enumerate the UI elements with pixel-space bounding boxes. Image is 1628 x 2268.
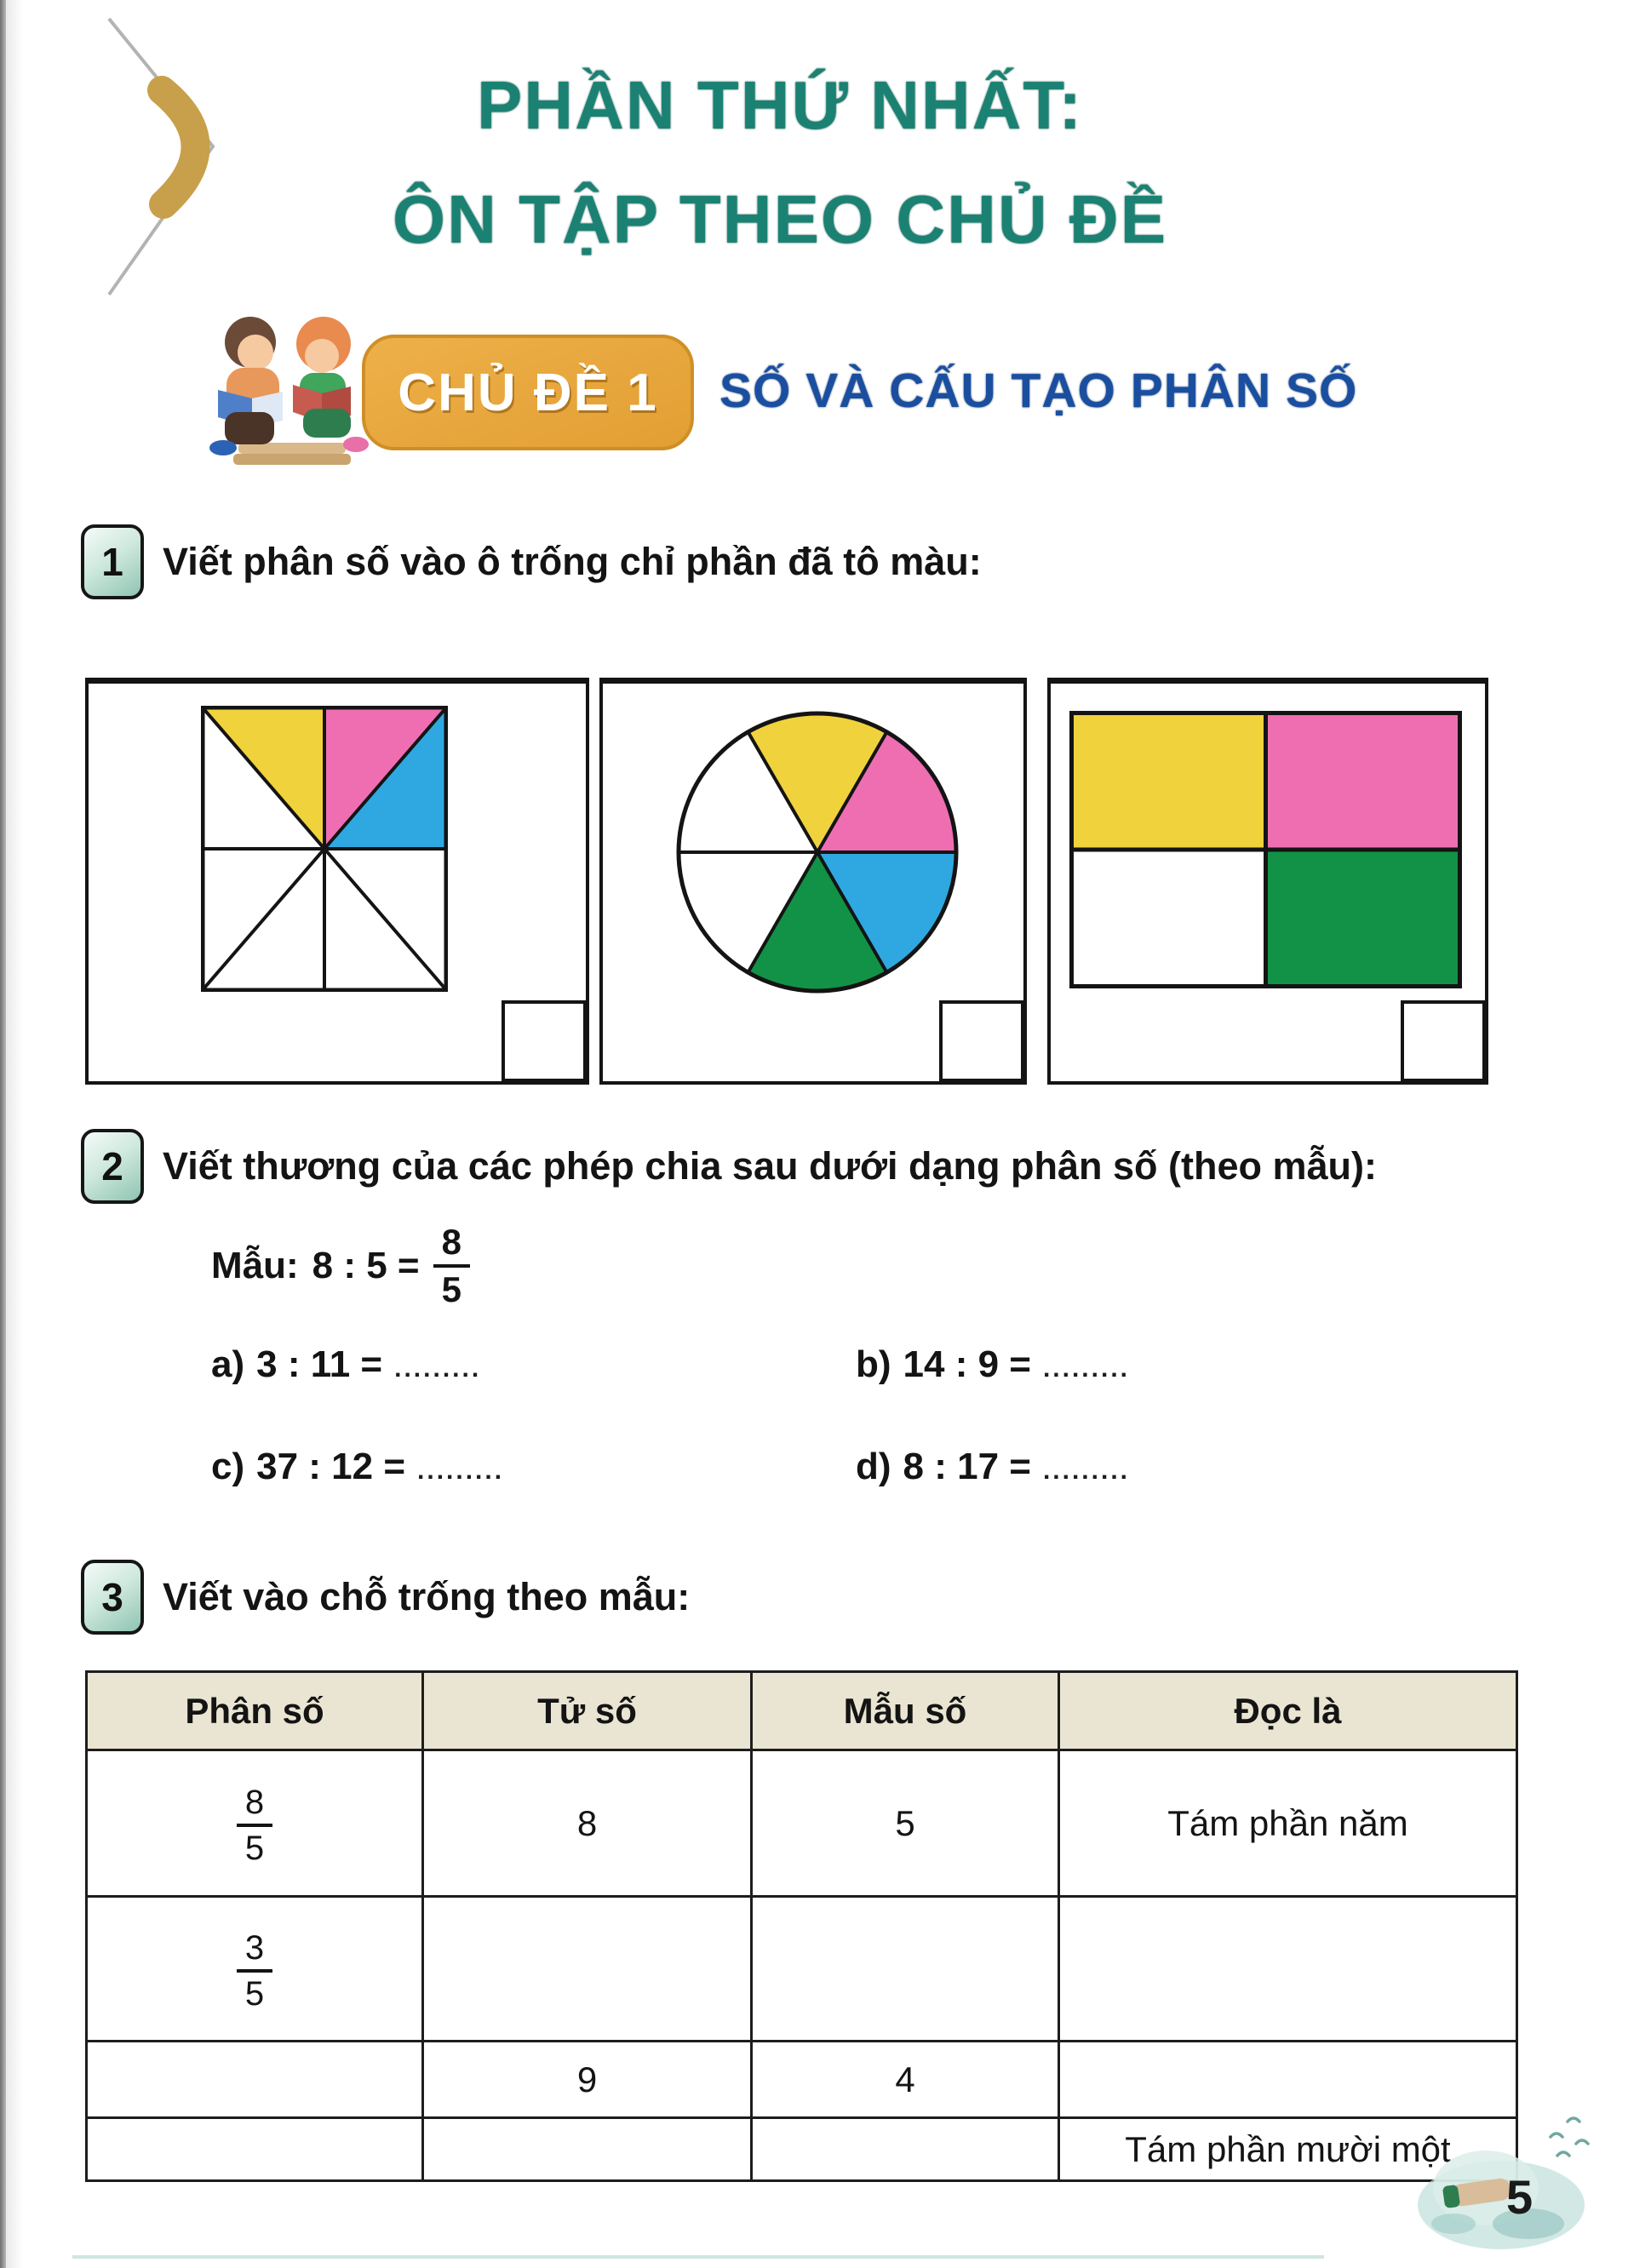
item-d-label: d) — [856, 1446, 891, 1487]
division-item-d — [856, 1446, 1130, 1488]
item-b-expression: 14 : 9 = — [903, 1343, 1031, 1385]
exercise2-header — [81, 1129, 1377, 1204]
sample-fraction-denominator: 5 — [441, 1269, 461, 1309]
cell-numerator-blank[interactable] — [423, 2118, 752, 2181]
scan-bottom-line — [72, 2255, 1324, 2259]
header-mau-so: Mẫu số — [752, 1672, 1059, 1750]
figure-panel-circle — [599, 678, 1027, 1085]
figure-panel-square — [85, 678, 589, 1085]
fraction-numerator: 8 — [237, 1784, 272, 1827]
cell-fraction — [87, 1750, 423, 1897]
exercise3-prompt: Viết vào chỗ trống theo mẫu: — [163, 1575, 691, 1618]
table-row — [87, 1897, 1517, 2042]
item-a-answer-line[interactable]: ......... — [394, 1354, 482, 1383]
exercise3-number-badge: 3 — [81, 1560, 144, 1635]
scan-left-edge — [0, 0, 6, 2268]
division-item-a — [211, 1343, 481, 1386]
cell-numerator: 9 — [423, 2042, 752, 2118]
table-header-row — [87, 1672, 1517, 1750]
item-c-expression: 37 : 12 = — [256, 1446, 406, 1487]
page-number-decoration — [1401, 2096, 1614, 2266]
sample-fraction-numerator: 8 — [433, 1223, 470, 1268]
topic-title: SỐ VÀ CẤU TẠO PHÂN SỐ — [719, 364, 1358, 418]
cell-fraction-blank[interactable] — [87, 2118, 423, 2181]
exercise3-header — [81, 1560, 690, 1635]
cell-denominator-blank[interactable] — [752, 1897, 1059, 2042]
fraction-table — [85, 1670, 1518, 2182]
exercise2-prompt: Viết thương của các phép chia sau dưới dạng phân số (theo mẫu): — [163, 1144, 1378, 1188]
part-title-line1: PHẦN THỨ NHẤT: — [476, 67, 1084, 143]
sample-label: Mẫu: — [211, 1245, 299, 1286]
fraction-numerator: 3 — [237, 1930, 272, 1973]
gold-chevron-decoration — [77, 0, 264, 310]
table-row — [87, 1750, 1517, 1897]
scan-left-edge-fade — [6, 0, 23, 2268]
cell-fraction-blank[interactable] — [87, 2042, 423, 2118]
item-b-label: b) — [856, 1343, 891, 1385]
circle-sixths-figure — [673, 707, 962, 997]
table-row — [87, 2042, 1517, 2118]
sample-expression: 8 : 5 = — [312, 1245, 420, 1286]
rect-green-quarter — [1266, 850, 1463, 988]
exercise1-prompt: Viết phân số vào ô trống chỉ phần đã tô màu: — [163, 540, 982, 583]
topic-badge-label: CHỦ ĐỀ 1 — [398, 363, 658, 422]
exercise2-sample — [211, 1202, 470, 1330]
fraction-answer-box-2[interactable] — [939, 1000, 1024, 1082]
fraction-answer-box-1[interactable] — [502, 1000, 587, 1082]
exercise1-header — [81, 524, 982, 599]
item-d-answer-line[interactable]: ......... — [1042, 1457, 1130, 1485]
exercise1-figures — [85, 678, 1488, 1085]
fraction-3-5 — [237, 1930, 272, 2012]
fraction-denominator: 5 — [244, 1829, 265, 1867]
item-b-answer-line[interactable]: ......... — [1042, 1354, 1130, 1383]
item-c-answer-line[interactable]: ......... — [417, 1457, 505, 1485]
cell-reading-blank[interactable] — [1059, 1897, 1517, 2042]
exercise1-number-badge: 1 — [81, 524, 144, 599]
rect-pink-quarter — [1266, 711, 1463, 850]
header-doc-la: Đọc là — [1059, 1672, 1517, 1750]
topic-badge — [362, 335, 694, 450]
item-c-label: c) — [211, 1446, 245, 1487]
cell-denominator: 5 — [752, 1750, 1059, 1897]
rect-yellow-quarter — [1069, 711, 1266, 850]
fraction-8-5 — [237, 1784, 272, 1866]
figure-panel-rectangle — [1047, 678, 1488, 1085]
division-item-c — [211, 1446, 504, 1488]
cell-denominator: 4 — [752, 2042, 1059, 2118]
cell-fraction — [87, 1897, 423, 2042]
cell-numerator: 8 — [423, 1750, 752, 1897]
header-tu-so: Tử số — [423, 1672, 752, 1750]
square-eighths-figure — [201, 706, 448, 992]
cell-numerator-blank[interactable] — [423, 1897, 752, 2042]
item-a-expression: 3 : 11 = — [256, 1343, 383, 1385]
part-title-line2: ÔN TẬP THEO CHỦ ĐỀ — [392, 181, 1168, 257]
item-a-label: a) — [211, 1343, 245, 1385]
cell-denominator-blank[interactable] — [752, 2118, 1059, 2181]
table-row — [87, 2118, 1517, 2181]
header-phan-so: Phân số — [87, 1672, 423, 1750]
division-item-b — [856, 1343, 1130, 1386]
rectangle-quarters-figure — [1069, 711, 1462, 988]
cell-reading: Tám phần mười một — [1059, 2118, 1517, 2181]
sample-fraction — [433, 1223, 470, 1309]
exercise2-number-badge: 2 — [81, 1129, 144, 1204]
fraction-answer-box-3[interactable] — [1401, 1000, 1486, 1082]
cell-reading: Tám phần năm — [1059, 1750, 1517, 1897]
page-number: 5 — [1506, 2170, 1533, 2224]
fraction-denominator: 5 — [244, 1974, 265, 2013]
item-d-expression: 8 : 17 = — [903, 1446, 1031, 1487]
